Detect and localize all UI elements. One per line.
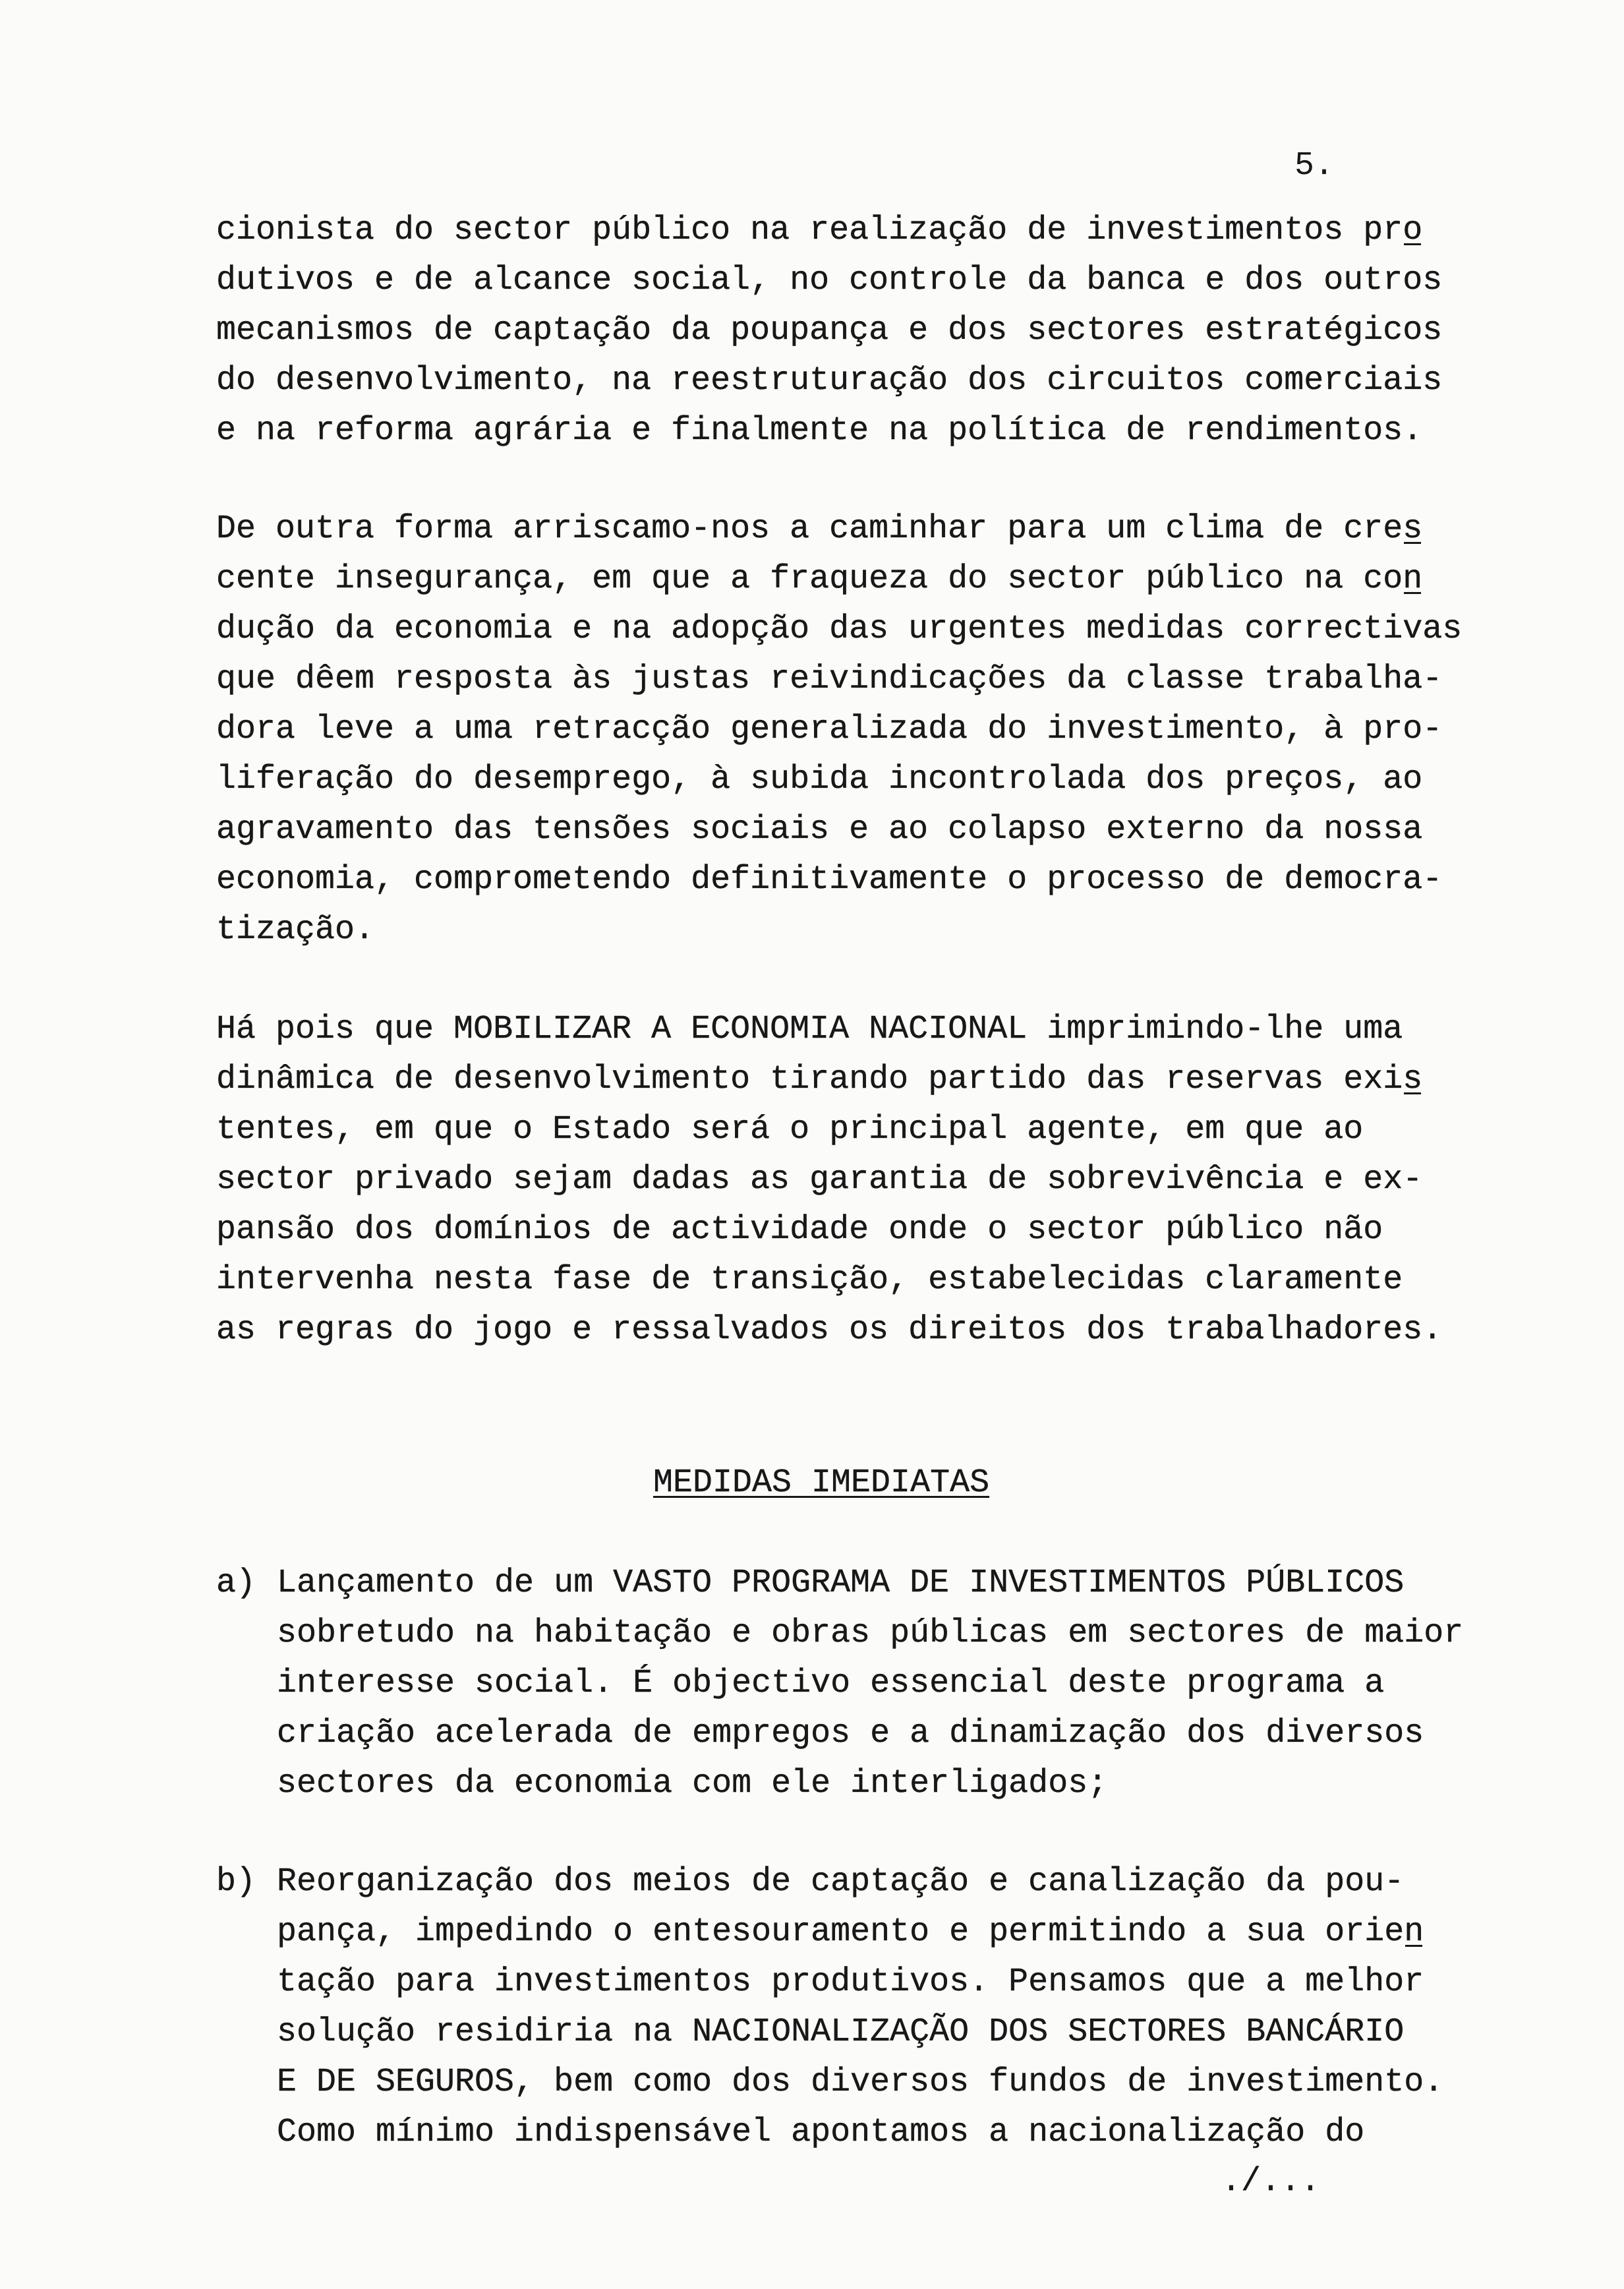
text-line: tação para investimentos produtivos. Pensamos que a melhor [277, 1963, 1424, 2001]
text-line: cente insegurança, em que a fraqueza do sector público na con [216, 554, 1422, 605]
list-item-label: a) [216, 1564, 256, 1602]
text-line: dora leve a uma retracção generalizada do investimento, à pro- [216, 711, 1443, 748]
text-line: Lançamento de um VASTO PROGRAMA DE INVESTIMENTOS PÚBLICOS [277, 1564, 1405, 1602]
text-line: solução residiria na NACIONALIZAÇÃO DOS SECTORES BANCÁRIO [277, 2013, 1405, 2051]
text-line: liferação do desemprego, à subida incontrolada dos preços, ao [216, 761, 1423, 798]
text-line: Reorganização dos meios de captação e canalização da pou- [277, 1863, 1405, 1901]
text-line: dutivos e de alcance social, no controle da banca e dos outros [216, 262, 1443, 299]
text-line: dução da economia e na adopção das urgentes medidas correctivas [216, 610, 1463, 648]
text-line: as regras do jogo e ressalvados os direitos dos trabalhadores. [216, 1311, 1443, 1349]
text-line: economia, comprometendo definitivamente o processo de democra- [216, 861, 1443, 899]
page-number: 5. [1294, 147, 1335, 185]
text-line: Há pois que MOBILIZAR A ECONOMIA NACIONAL imprimindo-lhe uma [216, 1011, 1403, 1048]
text-line: do desenvolvimento, na reestruturação dos circuitos comerciais [216, 362, 1443, 400]
text-line: e na reforma agrária e finalmente na política de rendimentos. [216, 412, 1423, 450]
text-line: E DE SEGUROS, bem como dos diversos fundos de investimento. [277, 2064, 1444, 2101]
list-item-b [216, 1857, 1443, 2158]
text-line: cionista do sector público na realização de investimentos pro [216, 206, 1422, 256]
text-line: dinâmica de desenvolvimento tirando partido das reservas exis [216, 1055, 1422, 1105]
paragraph-1 [216, 206, 1442, 456]
section-heading: MEDIDAS IMEDIATAS [653, 1464, 990, 1502]
text-line: sobretudo na habitação e obras públicas em sectores de maior [277, 1615, 1464, 1652]
text-line: tentes, em que o Estado será o principal agente, em que ao [216, 1111, 1364, 1148]
list-item-label: b) [216, 1863, 256, 1901]
text-line: tização. [216, 911, 375, 949]
text-line: pansão dos domínios de actividade onde o sector público não [216, 1211, 1383, 1249]
text-line: mecanismos de captação da poupança e dos sectores estratégicos [216, 312, 1443, 349]
text-line: intervenha nesta fase de transição, estabelecidas claramente [216, 1261, 1403, 1299]
paragraph-2 [216, 504, 1462, 955]
text-line: sector privado sejam dadas as garantia de sobrevivência e ex- [216, 1161, 1423, 1199]
continuation-mark: ./... [1221, 2163, 1321, 2201]
paragraph-3 [216, 1005, 1442, 1355]
text-line: Como mínimo indispensável apontamos a nacionalização do [277, 2114, 1365, 2151]
text-line: interesse social. É objectivo essencial deste programa a [277, 1665, 1385, 1702]
text-line: agravamento das tensões sociais e ao colapso externo da nossa [216, 811, 1423, 848]
text-line: criação acelerada de empregos e a dinamização dos diversos [277, 1715, 1424, 1752]
text-line: De outra forma arriscamo-nos a caminhar para um clima de cres [216, 504, 1422, 554]
list-item-text [277, 1559, 1463, 1809]
text-line: pança, impedindo o entesouramento e permitindo a sua orien [277, 1907, 1424, 1957]
list-item-a [216, 1559, 1463, 1809]
list-item-text [277, 1857, 1443, 2158]
text-line: que dêem resposta às justas reivindicações da classe trabalha- [216, 661, 1443, 698]
text-line: sectores da economia com ele interligados; [277, 1765, 1108, 1802]
